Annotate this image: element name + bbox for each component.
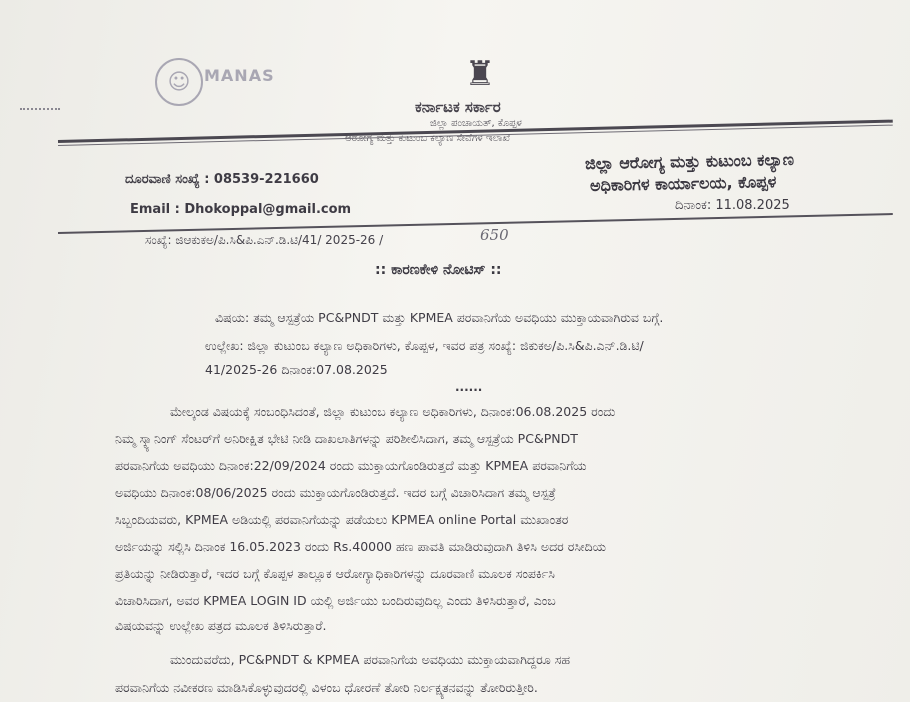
manas-logo-icon: ☺	[155, 58, 203, 106]
body-line: ಮೇಲ್ಕಂಡ ವಿಷಯಕ್ಕೆ ಸಂಬಂಧಿಸಿದಂತೆ, ಜಿಲ್ಲಾ ಕುಟುಂಬ ಕಲ್ಯಾಣ ಅಧಿಕಾರಿಗಳು, ದಿನಾಂಕ:06.08.2025 ರಂದು	[170, 404, 616, 419]
closing-line: ಮುಂದುವರೆದು, PC&PNDT & KPMEA ಪರವಾನಿಗೆಯ ಅವಧಿಯು ಮುಕ್ತಾಯವಾಗಿದ್ದರೂ ಸಹ	[170, 652, 570, 667]
phone-number: ದೂರವಾಣಿ ಸಂಖ್ಯೆ : 08539-221660	[125, 172, 319, 187]
notice-title: :: ಕಾರಣಕೇಳಿ ನೋಟಿಸ್ ::	[375, 262, 502, 278]
margin-mark	[20, 100, 60, 110]
subject-line: ವಿಷಯ: ತಮ್ಮ ಆಸ್ಪತ್ರೆಯ PC&PNDT ಮತ್ತು KPMEA ಪರವಾನಿಗೆಯ ಅವಧಿಯು ಮುಕ್ತಾಯವಾಗಿರುವ ಬಗ್ಗೆ.	[215, 310, 664, 325]
body-line: ಪರವಾನಿಗೆಯ ಅವಧಿಯು ದಿನಾಂಕ:22/09/2024 ರಂದು ಮುಕ್ತಾಯಗೊಂಡಿರುತ್ತದೆ ಮತ್ತು KPMEA ಪರವಾನಿಗೆಯ	[115, 458, 587, 473]
handwritten-number: 650	[480, 226, 509, 244]
closing-line: ಪರವಾನಿಗೆಯ ನವೀಕರಣ ಮಾಡಿಸಿಕೊಳ್ಳುವುದರಲ್ಲಿ ವಿಳಂಬ ಧೋರಣೆ ತೋರಿ ನಿರ್ಲಕ್ಷ್ಯತನವನ್ನು ತೋರಿರುತ್ತೀರಿ.	[115, 680, 538, 695]
body-line: ಪ್ರತಿಯನ್ನು ನೀಡಿರುತ್ತಾರೆ, ಇದರ ಬಗ್ಗೆ ಕೊಪ್ಪಳ ತಾಲ್ಲೂಕ ಆರೋಗ್ಯಾಧಿಕಾರಿಗಳನ್ನು ದೂರವಾಣಿ ಮೂಲಕ ಸಂಪರ್ಕಿಸಿ	[115, 566, 555, 581]
body-line: ವಿಚಾರಿಸಿದಾಗ, ಅವರ KPMEA LOGIN ID ಯಲ್ಲಿ ಅರ್ಜಿಯು ಬಂದಿರುವುದಿಲ್ಲ ಎಂದು ತಿಳಿಸಿರುತ್ತಾರೆ, ಎಂಬ	[115, 593, 556, 608]
reference-number: ಸಂಖ್ಯೆ: ಜಿಆಕುಕಅ/ಪಿ.ಸಿ&ಪಿ.ಎನ್.ಡಿ.ಟಿ/41/ 2025-26 /	[145, 233, 384, 247]
body-line: ನಿಮ್ಮ ಸ್ಕ್ಯಾನಿಂಗ್ ಸೆಂಟರ್‌ಗೆ ಅನಿರೀಕ್ಷಿತ ಭೇಟಿ ನೀಡಿ ದಾಖಲಾತಿಗಳನ್ನು ಪರಿಶೀಲಿಸಿದಾಗ, ತಮ್ಮ ಆಸ್ಪತ್ರೆಯ PC&PNDT	[115, 431, 578, 446]
body-line: ಸಿಬ್ಬಂದಿಯವರು, KPMEA ಅಡಿಯಲ್ಲಿ ಪರವಾನಿಗೆಯನ್ನು ಪಡೆಯಲು KPMEA online Portal ಮುಖಾಂತರ	[115, 512, 569, 527]
office-name-line-1: ಜಿಲ್ಲಾ ಆರೋಗ್ಯ ಮತ್ತು ಕುಟುಂಬ ಕಲ್ಯಾಣ	[584, 149, 795, 174]
body-line: ಅವಧಿಯು ದಿನಾಂಕ:08/06/2025 ರಂದು ಮುಕ್ತಾಯಗೊಂಡಿರುತ್ತದೆ. ಇದರ ಬಗ್ಗೆ ವಿಚಾರಿಸಿದಾಗ ತಮ್ಮ ಆಸ್ಪತ್ರೆ	[115, 485, 556, 500]
reference-line-2: 41/2025-26 ದಿನಾಂಕ:07.08.2025	[205, 362, 388, 377]
government-subtitle-1: ಜಿಲ್ಲಾ ಪಂಚಾಯತ್, ಕೊಪ್ಪಳ	[430, 118, 522, 129]
government-subtitle-2: ಆರೋಗ್ಯ ಮತ್ತು ಕುಟುಂಬ ಕಲ್ಯಾಣ ಸೇವೆಗಳ ಇಲಾಖೆ	[345, 133, 511, 144]
body-line: ವಿಷಯವನ್ನು ಉಲ್ಲೇಖ ಪತ್ರದ ಮೂಲಕ ತಿಳಿಸಿರುತ್ತಾರೆ.	[115, 618, 327, 633]
state-emblem-icon: ♜	[464, 54, 496, 94]
separator-dots: ......	[455, 380, 483, 394]
logo-text: MANAS	[204, 66, 275, 85]
reference-line: ಉಲ್ಲೇಖ: ಜಿಲ್ಲಾ ಕುಟುಂಬ ಕಲ್ಯಾಣ ಅಧಿಕಾರಿಗಳು, ಕೊಪ್ಪಳ, ಇವರ ಪತ್ರ ಸಂಖ್ಯೆ: ಜಿಕುಕಅ/ಪಿ.ಸಿ&ಪಿ.ಎನ್.ಡಿ.ಟಿ/	[205, 338, 644, 353]
office-name-line-2: ಅಧಿಕಾರಿಗಳ ಕಾರ್ಯಾಲಯ, ಕೊಪ್ಪಳ	[589, 172, 777, 195]
letter-date: ದಿನಾಂಕ: 11.08.2025	[675, 198, 790, 213]
government-title: ಕರ್ನಾಟಕ ಸರ್ಕಾರ	[415, 98, 501, 116]
body-line: ಅರ್ಜಿಯನ್ನು ಸಲ್ಲಿಸಿ ದಿನಾಂಕ 16.05.2023 ರಂದು Rs.40000 ಹಣ ಪಾವತಿ ಮಾಡಿರುವುದಾಗಿ ತಿಳಿಸಿ ಅದರ ರಸೀದಿಯ	[115, 539, 607, 554]
email-address: Email : Dhokoppal@gmail.com	[130, 202, 352, 217]
